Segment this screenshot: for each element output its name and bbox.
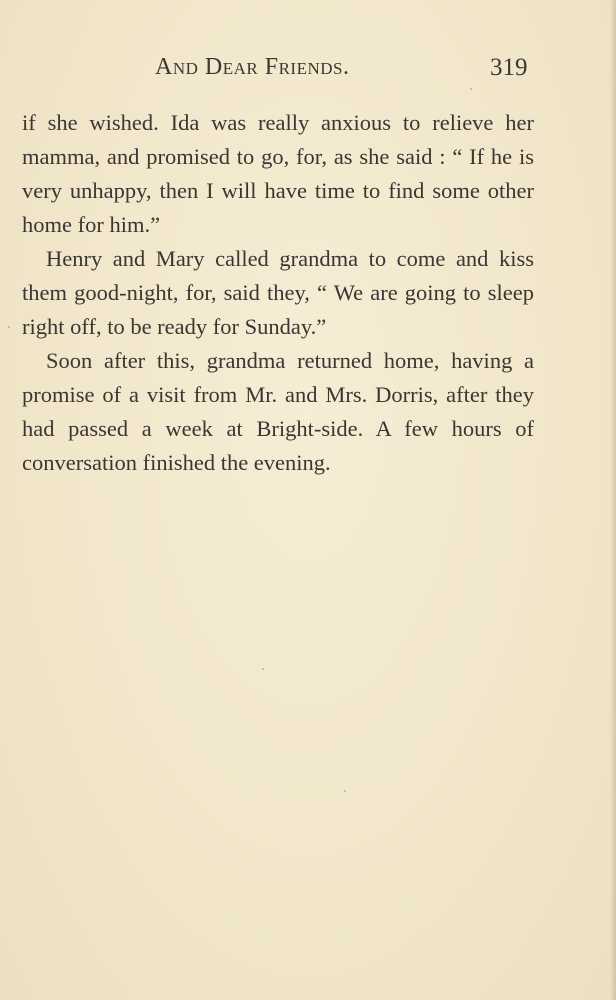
paragraph-3: Soon after this, grandma returned home, having a promise of a visit from Mr. and Mrs. Dorris, after they had passed a week at Bright-side. A few hours of conversation finished the evening.	[22, 348, 534, 475]
page-header	[0, 52, 616, 86]
paragraph-1: if she wished. Ida was really anxious to relieve her mamma, and promised to go, for, as she said : “ If he is very unhappy, then I will have time to find some other home for him.”	[22, 110, 534, 237]
paper-speck	[262, 668, 264, 670]
running-title: And Dear Friends.	[155, 54, 350, 80]
paragraph-2: Henry and Mary called grandma to come and kiss them good-night, for, said they, “ We are going to sleep right off, to be ready for Sunday.”	[22, 246, 534, 339]
paper-speck	[8, 326, 10, 328]
page-edge-shadow	[610, 0, 616, 1000]
page-number: 319	[490, 54, 528, 81]
paper-speck	[344, 790, 346, 792]
body-text	[22, 106, 534, 480]
paper-speck	[470, 88, 472, 90]
